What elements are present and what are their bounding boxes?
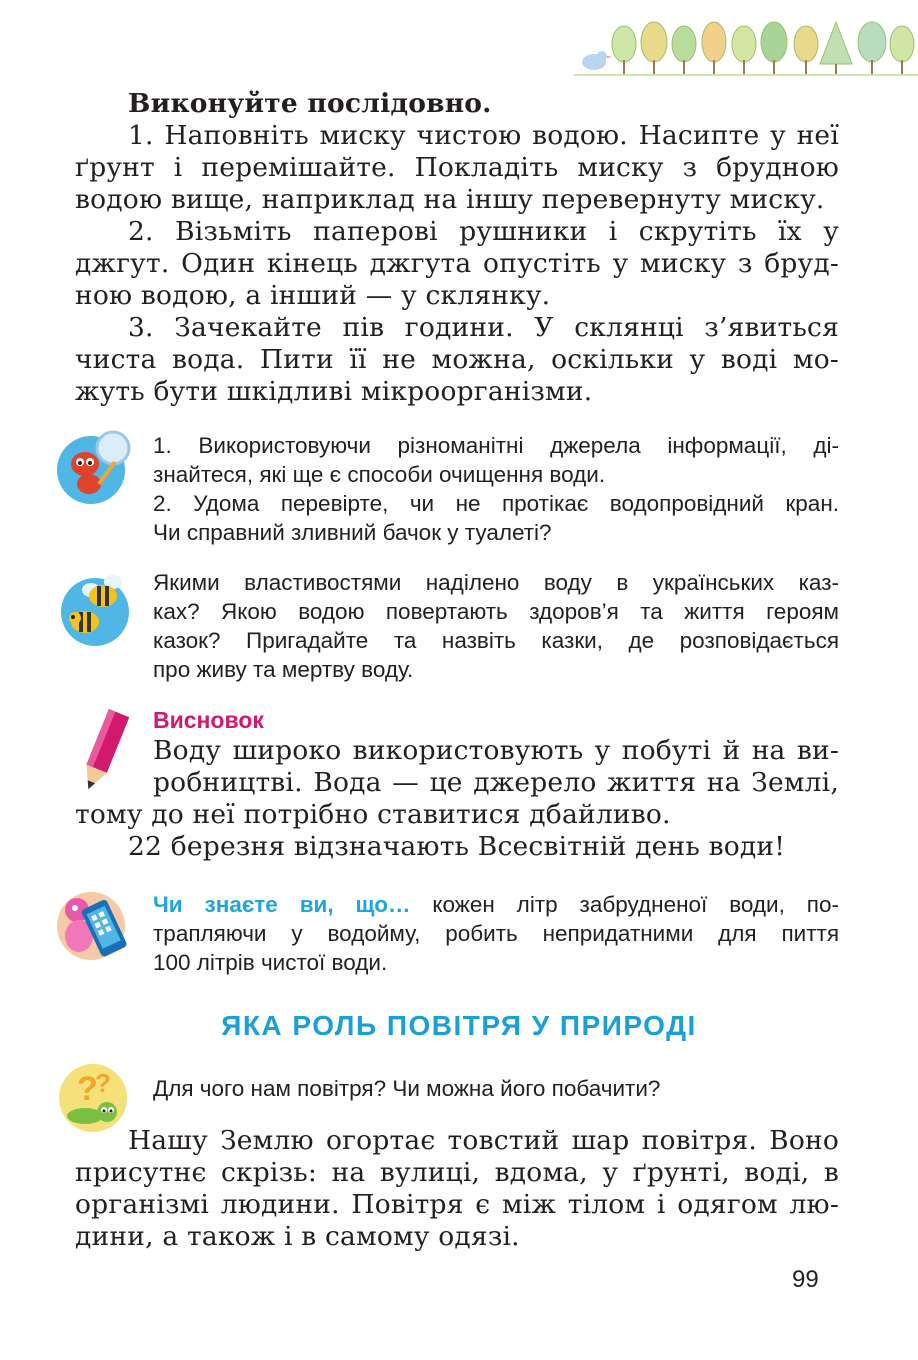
- step-2-line-3: ною водою, а інший — у склянку.: [75, 280, 551, 311]
- air-line-3: організмі людини. Повітря є між тілом і одягом лю-: [75, 1189, 839, 1220]
- did-you-know-lead: Чи знаєте ви, що…: [153, 892, 411, 917]
- conclusion-line-1: Воду широко використовують у побуті й на ви-: [153, 735, 839, 766]
- fairy-line-3: казок? Пригадайте та назвіть казки, де розповідається: [153, 628, 839, 653]
- air-question-text: Для чого нам повітря? Чи можна його побачити?: [153, 1076, 661, 1101]
- phone-icon: [53, 884, 135, 966]
- task-line-4: Чи справний зливний бачок у туалеті?: [153, 520, 552, 545]
- air-question: [153, 1074, 839, 1103]
- step-2-line-1: 2. Візьміть паперові рушники і скрутіть їх у: [128, 216, 839, 247]
- air-line-4: дини, а також і в самому одязі.: [75, 1221, 520, 1252]
- step-1-line-2: ґрунт і перемішайте. Покладіть миску з брудною: [75, 152, 839, 183]
- did-you-know: [153, 890, 839, 977]
- svg-text:?: ?: [95, 1068, 111, 1098]
- conclusion-line-2: робництві. Вода — це джерело життя на Землі,: [153, 767, 839, 798]
- step-2-line-2: джгут. Один кінець джгута опустіть у миску з бруд-: [75, 248, 839, 279]
- fairy-line-2: ках? Якою водою повертають здоров’я та життя героям: [153, 599, 839, 624]
- bees-icon: [55, 570, 137, 648]
- ant-magnifier-icon: [55, 428, 133, 506]
- conclusion-line-4: 22 березня відзначають Всесвітній день води!: [128, 831, 786, 862]
- page-number: 99: [792, 1266, 819, 1293]
- did-you-know-line-3: 100 літрів чистої води.: [153, 950, 388, 975]
- did-you-know-line-1: [153, 890, 839, 919]
- task-line-2: знайтеся, які ще є способи очищення води.: [153, 462, 606, 487]
- air-line-1: Нашу Землю огортає товстий шар повітря. Воно: [128, 1125, 839, 1156]
- did-you-know-line-2: трапляючи у водойму, робить непридатними для пиття: [153, 921, 839, 946]
- fairy-tale-question: [153, 568, 839, 684]
- step-3-line-2: чиста вода. Пити її не можна, оскільки у воді мо-: [75, 344, 839, 375]
- section-title: ЯКА РОЛЬ ПОВІТРЯ У ПРИРОДІ: [221, 1010, 697, 1041]
- step-3-line-3: жуть бути шкідливі мікроорганізми.: [75, 376, 593, 407]
- fairy-line-1: Якими властивостями наділено воду в українських каз-: [153, 570, 839, 595]
- home-task: [153, 431, 839, 547]
- instructions-heading: Виконуйте послідовно.: [128, 88, 492, 119]
- conclusion-line-3: тому до неї потрібно ставитися дбайливо.: [75, 799, 671, 830]
- bird-icon: [582, 51, 612, 70]
- conclusion: [75, 705, 839, 863]
- air-paragraph: [75, 1125, 839, 1253]
- step-1-line-3: водою вище, наприклад на іншу перевернуту миску.: [75, 184, 825, 215]
- svg-text:?: ?: [77, 1070, 98, 1108]
- step-1-line-1: 1. Наповніть миску чистою водою. Насипте у неї: [128, 120, 839, 151]
- fairy-line-4: про живу та мертву воду.: [153, 657, 414, 682]
- air-line-2: присутнє скрізь: на вулиці, вдома, у ґрунті, воді, в: [75, 1157, 839, 1188]
- task-line-3: 2. Удома перевірте, чи не протікає водопровідний кран.: [153, 491, 839, 516]
- conclusion-title: Висновок: [153, 707, 264, 733]
- task-line-1: 1. Використовуючи різноманітні джерела інформації, ді-: [153, 433, 839, 458]
- trees-decoration: [574, 14, 918, 80]
- step-3-line-1: 3. Зачекайте пів години. У склянці з’явиться: [128, 312, 839, 343]
- instructions: [75, 88, 839, 408]
- did-you-know-line-1-rest: кожен літр забрудненої води, по-: [410, 892, 839, 917]
